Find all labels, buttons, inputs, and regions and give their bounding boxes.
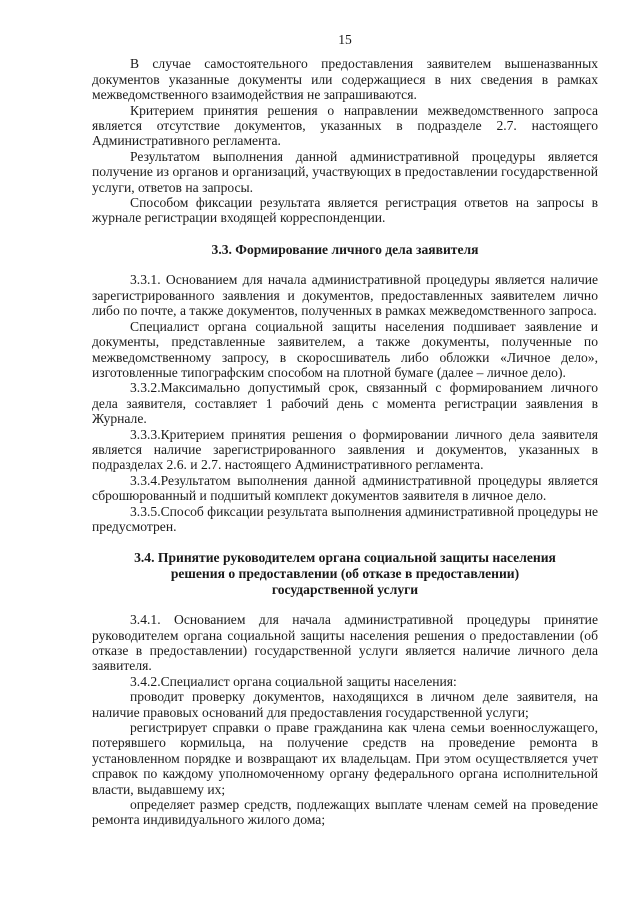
- section-3-4-paragraph-4: регистрирует справки о праве гражданина как члена семьи военнослужащего, потерявшего кормильца, на получение средств на проведение ремонта в установленном порядке и возвращают их владельцам. При этом осуществляется учет справок по каждому уполномоченному органу федерального органа исполнительной власти, выдавшему их;: [92, 720, 598, 797]
- section-3-3-paragraph-1: 3.3.1. Основанием для начала административной процедуры является наличие зарегистрированного заявления и документов, предоставленных заявителем лично либо по почте, а также документов, полученных в рамках межведомственного запроса.: [92, 272, 598, 319]
- section-3-3-paragraph-6: 3.3.5.Способ фиксации результата выполнения административной процедуры не предусмотрен.: [92, 503, 598, 534]
- intro-paragraph-2: Критерием принятия решения о направлении межведомственного запроса является отсутствие документов, указанных в подразделе 2.7. настоящего Административного регламента.: [92, 102, 598, 149]
- section-3-4-paragraph-2: 3.4.2.Специалист органа социальной защиты населения:: [130, 673, 457, 689]
- document-page: [92, 32, 598, 828]
- intro-paragraph-3: Результатом выполнения данной административной процедуры является получение из органов и организаций, участвующих в предоставлении государственной услуги, ответов на запросы.: [92, 148, 598, 195]
- section-3-3-paragraph-3: 3.3.2.Максимально допустимый срок, связанный с формированием личного дела заявителя, составляет 1 рабочий день с момента регистрации заявления в Журнале.: [92, 380, 598, 427]
- section-3-3-heading: 3.3. Формирование личного дела заявителя: [211, 241, 479, 257]
- section-3-3-paragraph-4: 3.3.3.Критерием принятия решения о формировании личного дела заявителя является наличие зарегистрированного заявления и документов, указанных в подразделах 2.6. и 2.7. настоящего Административного регламента.: [92, 426, 598, 473]
- section-3-4-heading-line-3: государственной услуги: [271, 581, 419, 597]
- section-3-3-paragraph-5: 3.3.4.Результатом выполнения данной административной процедуры является сброшюрованный и подшитый комплект документов заявителя в личное дело.: [92, 472, 598, 504]
- section-3-4-paragraph-1: 3.4.1. Основанием для начала административной процедуры принятие руководителем органа социальной защиты населения решения о предоставлении (об отказе в предоставлении) государственной услуги является наличие личного дела заявителя.: [92, 612, 598, 674]
- section-3-4-heading-line-1: 3.4. Принятие руководителем органа социальной защиты населения: [134, 550, 556, 566]
- section-3-4-paragraph-3: проводит проверку документов, находящихся в личном деле заявителя, на наличие правовых оснований для предоставления государственной услуги;: [92, 689, 598, 720]
- section-3-4-paragraph-5: определяет размер средств, подлежащих выплате членам семей на проведение ремонта индивидуального жилого дома;: [92, 797, 598, 828]
- section-3-4-heading-line-2: решения о предоставлении (об отказе в предоставлении): [170, 565, 520, 581]
- page-number: 15: [338, 32, 352, 47]
- intro-paragraph-1: В случае самостоятельного предоставления заявителем вышеназванных документов указанные документы или содержащиеся в них сведения в рамках межведомственного взаимодействия не запрашиваются.: [92, 56, 598, 103]
- section-3-3-paragraph-2: Специалист органа социальной защиты населения подшивает заявление и документы, представленные заявителем, а также документы, полученные по межведомственному запросу, в скоросшиватель либо обложки «Личное дело», изготовленные типографским способом на плотной бумаге (далее – личное дело).: [92, 318, 598, 380]
- section-3-4-heading: [92, 550, 598, 597]
- intro-paragraph-4: Способом фиксации результата является регистрация ответов на запросы в журнале регистрации входящей корреспонденции.: [92, 195, 598, 226]
